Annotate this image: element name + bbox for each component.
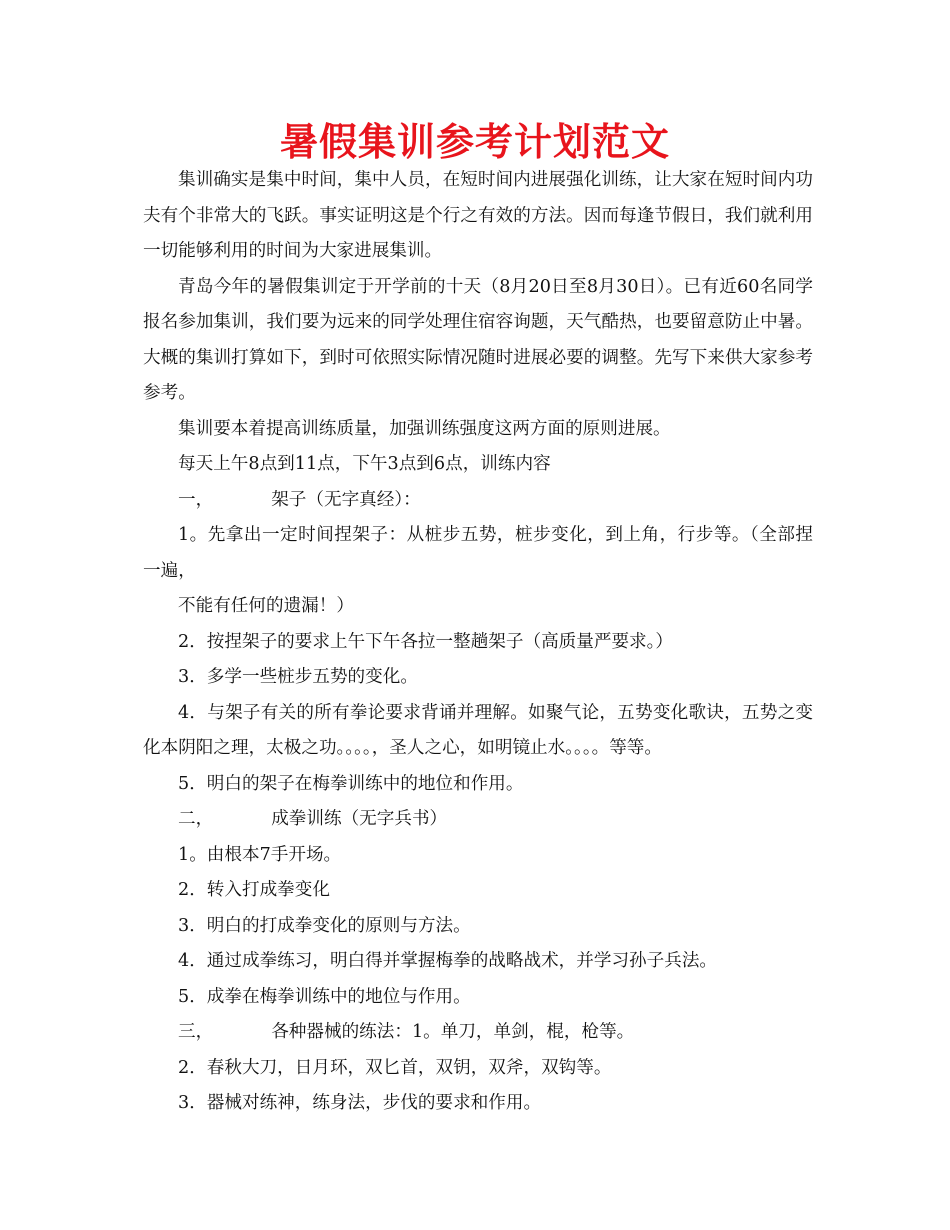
section-2-item-5: 5．成拳在梅拳训练中的地位与作用。 bbox=[178, 986, 471, 1007]
paragraph-1: 集训确实是集中时间，集中人员，在短时间内进展强化训练，让大家在短时间内功夫有个非常大的飞跃。事实证明这是个行之有效的方法。因而每逢节假日，我们就利用一切能够利用的时间为大家进展集训。 bbox=[143, 170, 813, 261]
paragraph-2: 青岛今年的暑假集训定于开学前的十天（8月20日至8月30日）。已有近60名同学报名参加集训，我们要为远来的同学处理住宿容询题，天气酷热，也要留意防止中暑。大概的集训打算如下，到时可依照实际情况随时进展必要的调整。先写下来供大家参考参考。 bbox=[143, 276, 813, 403]
section-3-number: 三， bbox=[178, 1022, 214, 1042]
section-2-title: 成拳训练（无字兵书） bbox=[271, 809, 448, 829]
section-3-title: 各种器械的练法：1。单刀，单剑，棍，枪等。 bbox=[271, 1022, 635, 1042]
section-1-item-4: 4．与架子有关的所有拳论要求背诵并理解。如聚气论，五势变化歌诀，五势之变化本阴阳之理，太极之功。。。。，圣人之心，如明镜止水。。。。等等。 bbox=[143, 702, 813, 758]
section-1-item-2: 2．按捏架子的要求上午下午各拉一整趟架子（高质量严要求。） bbox=[178, 631, 674, 652]
paragraph-3: 集训要本着提高训练质量，加强训练强度这两方面的原则进展。 bbox=[178, 418, 671, 439]
section-2-item-4: 4．通过成拳练习，明白得并掌握梅拳的战略战术，并学习孙子兵法。 bbox=[178, 951, 718, 971]
document-body bbox=[143, 163, 813, 1122]
section-1-item-3: 3．多学一些桩步五势的变化。 bbox=[178, 667, 418, 687]
section-1-item-5: 5．明白的架子在梅拳训练中的地位和作用。 bbox=[178, 773, 524, 794]
section-1-item-1-continued: 不能有任何的遗漏！） bbox=[178, 596, 354, 616]
section-2-item-3: 3．明白的打成拳变化的原则与方法。 bbox=[178, 915, 471, 936]
section-3-heading bbox=[143, 1015, 813, 1051]
section-1-number: 一， bbox=[178, 489, 214, 510]
section-2-item-1: 1。由根本7手开场。 bbox=[178, 844, 342, 865]
section-2-number: 二， bbox=[178, 809, 214, 829]
section-3-item-3: 3．器械对练神，练身法，步伐的要求和作用。 bbox=[178, 1093, 542, 1113]
section-1-heading bbox=[143, 483, 813, 519]
section-3-item-2: 2．春秋大刀，日月环，双匕首，双钥，双斧，双钩等。 bbox=[178, 1057, 612, 1078]
section-2-item-2: 2．转入打成拳变化 bbox=[178, 880, 330, 900]
paragraph-4: 每天上午8点到11点，下午3点到6点，训练内容 bbox=[178, 454, 551, 474]
section-1-title: 架子（无字真经）： bbox=[271, 489, 421, 510]
document-title: 暑假集训参考计划范文 bbox=[279, 120, 670, 164]
section-1-item-1: 1。先拿出一定时间捏架子：从桩步五势，桩步变化，到上角，行步等。（全部捏一遍， bbox=[143, 525, 813, 581]
section-2-heading bbox=[143, 802, 813, 838]
